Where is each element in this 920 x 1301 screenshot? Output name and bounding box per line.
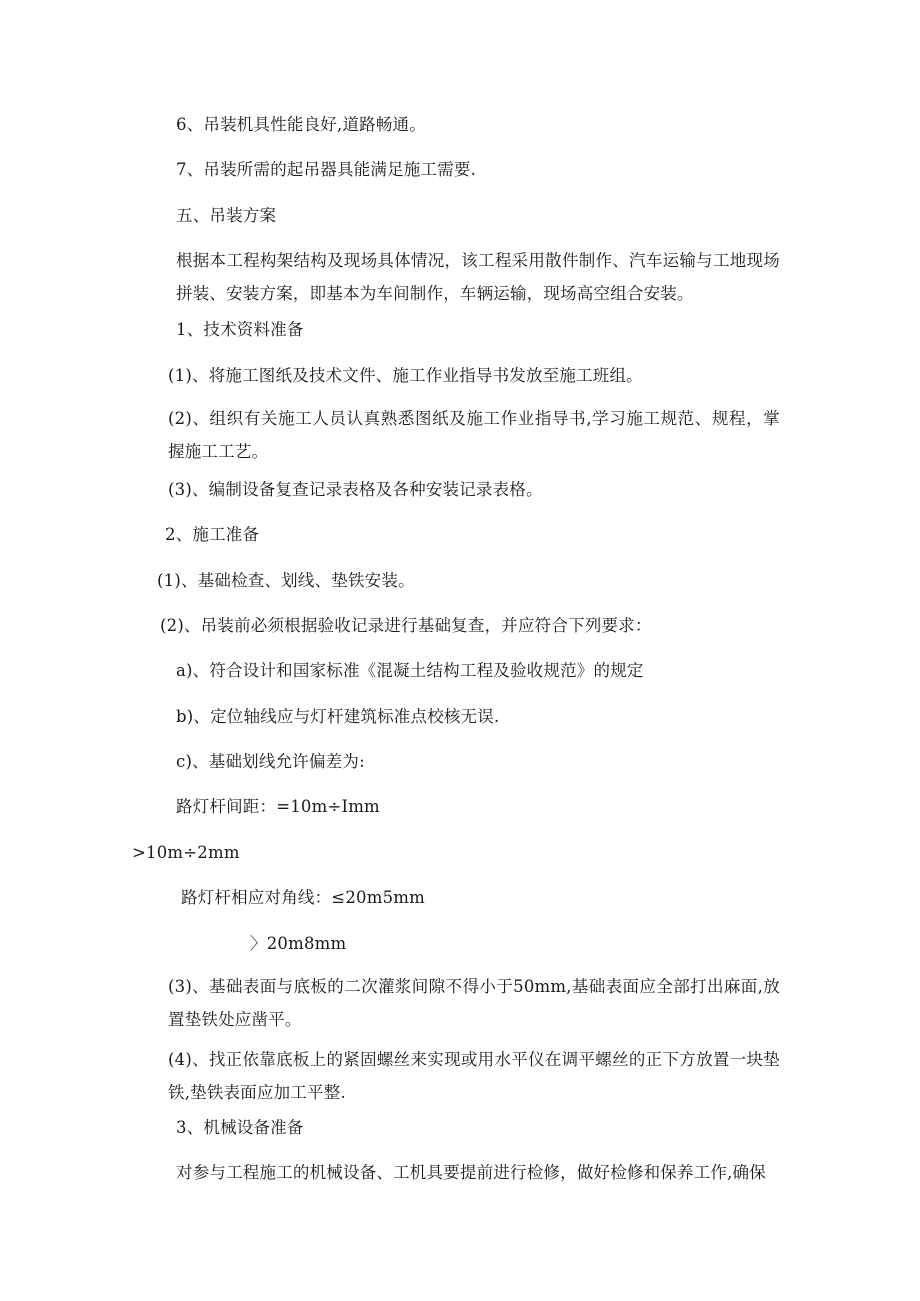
subsection-1-heading: 1、技术资料准备 (176, 320, 304, 339)
requirement-c-text: c)、基础划线允许偏差为: (176, 752, 365, 771)
tolerance-diagonal-text: 路灯杆相应对角线：≤20m5mm (181, 888, 425, 907)
step-1-1-text: (1)、将施工图纸及技术文件、施工作业指导书发放至施工班组。 (168, 366, 643, 385)
step-1-3-text: (3)、编制设备复查记录表格及各种安装记录表格。 (168, 480, 543, 499)
step-2-2-text: (2)、吊装前必须根据验收记录进行基础复查，并应符合下列要求： (160, 616, 652, 635)
equipment-paragraph: 对参与工程施工的机械设备、工机具要提前进行检修，做好检修和保养工作,确保 (176, 1163, 766, 1182)
step-2-1-text: (1)、基础检查、划线、垫铁安装。 (157, 571, 415, 590)
step-2-4-text: (4)、找正依靠底板上的紧固螺丝来实现或用水平仪在调平螺丝的正下方放置一块垫铁,垫铁表面应加工平整. (168, 1050, 780, 1102)
item-6-text: 6、吊装机具性能良好,道路畅通。 (176, 115, 426, 134)
plan-paragraph: 根据本工程构架结构及现场具体情况，该工程采用散件制作、汽车运输与工地现场拼装、安装方案，即基本为车间制作，车辆运输，现场高空组合安装。 (176, 251, 780, 303)
item-7-text: 7、吊装所需的起吊器具能满足施工需要. (176, 160, 477, 179)
subsection-2-heading: 2、施工准备 (165, 525, 260, 544)
tolerance-spacing-text: 路灯杆间距：=10m÷Imm (176, 797, 380, 816)
tolerance-spacing-over-text: >10m÷2mm (132, 843, 240, 862)
requirement-a-text: a)、符合设计和国家标准《混凝土结构工程及验收规范》的规定 (176, 661, 644, 680)
step-1-2-text: (2)、组织有关施工人员认真熟悉图纸及施工作业指导书,学习施工规范、规程，掌握施工工艺。 (168, 409, 780, 461)
tolerance-diagonal-over-text: 〉20m8mm (250, 934, 347, 953)
section-5-heading: 五、吊装方案 (176, 206, 277, 225)
step-2-3-text: (3)、基础表面与底板的二次灌浆间隙不得小于50mm,基础表面应全部打出麻面,放置垫铁处应凿平。 (168, 977, 780, 1029)
requirement-b-text: b)、定位轴线应与灯杆建筑标准点校核无误. (176, 707, 500, 726)
subsection-3-heading: 3、机械设备准备 (176, 1118, 304, 1137)
